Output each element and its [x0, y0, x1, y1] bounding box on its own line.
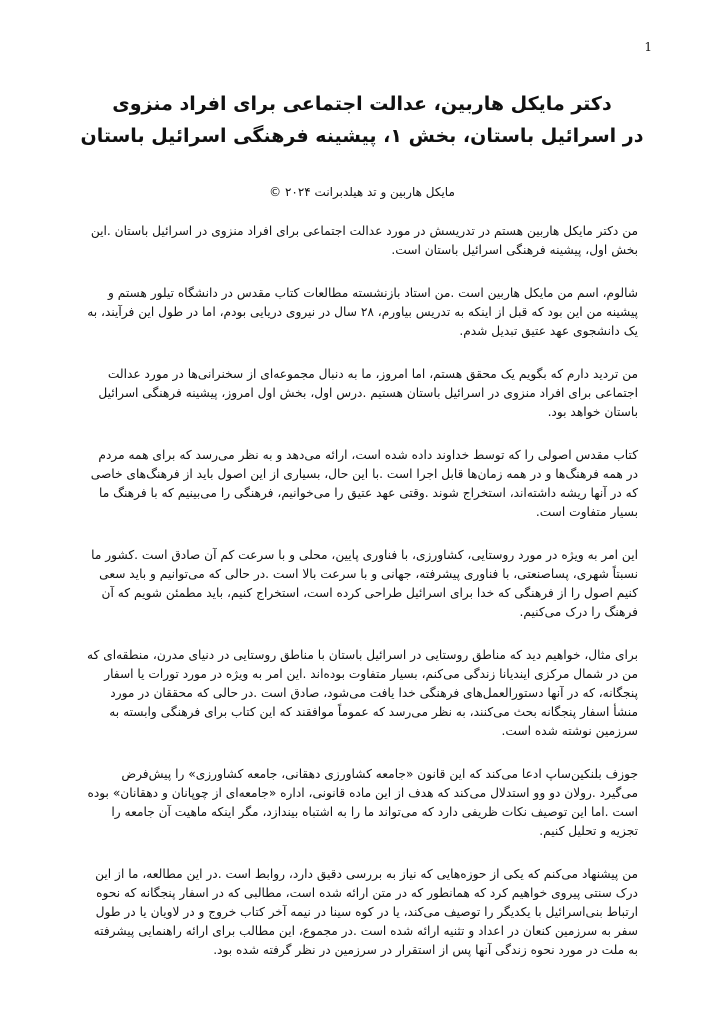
- document-title: [80, 88, 644, 152]
- title-line-2: در اسرائیل باستان، بخش ۱، پیشینه فرهنگی اسرائیل باستان: [80, 125, 644, 147]
- body-text: [86, 222, 638, 984]
- paragraph-2: شالوم، اسم من مایکل هاربین است .من استاد بازنشسته مطالعات کتاب مقدس در دانشگاه تیلور هستم و پیشینه من این بود که قبل از اینکه به تدریس بیاورم، ۲۸ سال در نیروی دریایی بودم، اما در طول این فرآیند، به یک دانشجوی عهد عتیق تبدیل شدم.: [87, 286, 638, 338]
- copyright-notice: مایکل هاربین و تد هیلدبرانت ۲۰۲۴ ©: [269, 185, 455, 199]
- page-number: 1: [644, 40, 652, 54]
- paragraph-4: کتاب مقدس اصولی را که توسط خداوند داده شده است، ارائه می‌دهد و به نظر می‌رسد که برای همه مردم در همه فرهنگ‌ها و در همه زمان‌ها قابل اجرا است .با این حال، بسیاری از این اصول باید از فرهنگ‌های خاصی که در آنها ریشه داشته‌اند، استخراج شوند .وقتی عهد عتیق را می‌خوانیم، فرهنگی را می‌بینیم که با فرهنگ ما بسیار متفاوت است.: [90, 448, 638, 519]
- paragraph-1: من دکتر مایکل هاربین هستم در تدریسش در مورد عدالت اجتماعی برای افراد منزوی در اسرائیل باستان .این بخش اول، پیشینه فرهنگی اسرائیل باستان است.: [90, 224, 638, 257]
- title-line-1: دکتر مایکل هاربین، عدالت اجتماعی برای افراد منزوی: [112, 93, 612, 115]
- paragraph-6: برای مثال، خواهیم دید که مناطق روستایی در اسرائیل باستان با مناطق روستایی در دنیای مدرن، منطقه‌ای که من در شمال مرکزی ایندیانا زندگی می‌کنم، بسیار متفاوت بوده‌اند .این امر به ویژه در مورد تورات یا اسفار پنجگانه، که در آنها دستورالعمل‌های فرهنگی خدا یافت می‌شود، صادق است .در حالی که محققان در مورد منشأ اسفار پنجگانه بحث می‌کنند، به نظر می‌رسد که عموماً موافقند که این کتاب برای فرهنگی وابسته به سرزمین نوشته شده است.: [86, 648, 638, 738]
- paragraph-5: این امر به ویژه در مورد روستایی، کشاورزی، با فناوری پایین، محلی و با سرعت کم آن صادق است .کشور ما نسبتاً شهری، پساصنعتی، با فناوری پیشرفته، جهانی و با سرعت بالا است .در حالی که می‌توانیم و باید سعی کنیم اصول را از فرهنگی که خدا برای اسرائیل طراحی کرده است، استخراج کنیم، باید مطمئن شویم که آن فرهنگ را درک می‌کنیم.: [91, 548, 638, 619]
- paragraph-3: من تردید دارم که بگویم یک محقق هستم، اما امروز، ما به دنبال مجموعه‌ای از سخنرانی‌ها در مورد عدالت اجتماعی برای افراد منزوی در اسرائیل باستان هستیم .درس اول، بخش اول امروز، پیشینه فرهنگی اسرائیل باستان خواهد بود.: [98, 367, 638, 419]
- paragraph-8: من پیشنهاد می‌کنم که یکی از حوزه‌هایی که نیاز به بررسی دقیق دارد، روابط است .در این مطالعه، ما از این درک سنتی پیروی خواهیم کرد که همانطور که در متن ارائه شده است، مطالبی که در اسفار پنجگانه که نحوه ارتباط بنی‌اسرائیل با یکدیگر را توصیف می‌کند، یا در کوه سینا در نیمه آخر کتاب خروج و در لاویان یا در طول سفر به سرزمین کنعان در اعداد و تثنیه ارائه شده است .در مجموع، این مطالب برای ارائه راهنمایی پیشرفته به ملت در مورد نحوه زندگی آنها پس از استقرار در سرزمین در نظر گرفته شده بود.: [93, 867, 638, 957]
- paragraph-7: جوزف بلنکین‌ساپ ادعا می‌کند که این قانون «جامعه کشاورزی دهقانی، جامعه کشاورزی» را پیش‌فرض می‌گیرد .رولان دو وو استدلال می‌کند که هدف از این ماده قانونی، اداره «جامعه‌ای از چوپانان و دهقانان» بوده است .اما این توصیف نکات ظریفی دارد که می‌تواند ما را به اشتباه بیندازد، مگر اینکه ماهیت آن جامعه را تجزیه و تحلیل کنیم.: [87, 767, 638, 838]
